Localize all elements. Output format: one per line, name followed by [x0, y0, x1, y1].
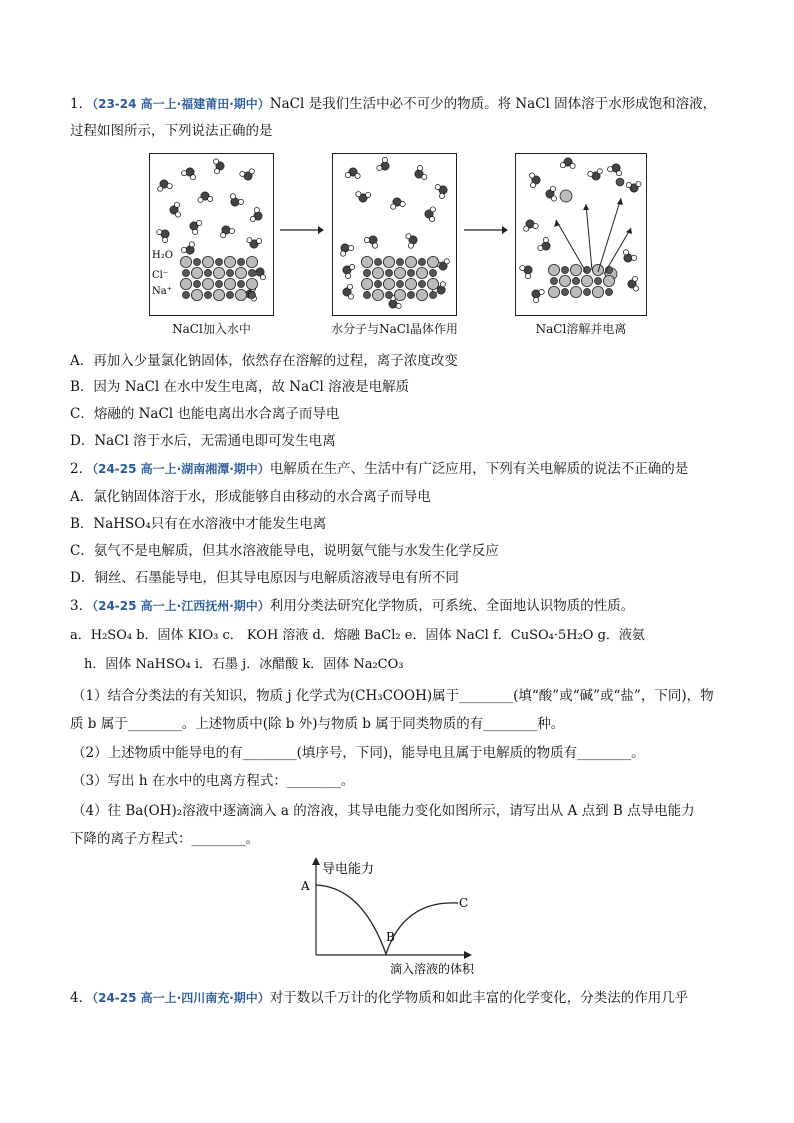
water-molecule-icon: [560, 158, 575, 169]
q3-part1-line2: 质 b 属于________。上述物质中(除 b 外)与物质 b 属于同类物质的有________种。: [70, 716, 565, 732]
sodium-ion-icon: [605, 288, 612, 295]
sodium-ion-icon: [248, 291, 255, 298]
x-axis-arrow-icon: [464, 951, 472, 959]
chloride-ion-icon: [394, 289, 405, 300]
water-molecule-icon: [158, 180, 173, 191]
question-source: （24-25 高一上·江西抚州·期中）: [92, 599, 270, 613]
water-molecule-icon: [213, 159, 224, 174]
sodium-ion-icon: [561, 266, 568, 273]
sodium-ion-icon: [594, 277, 601, 284]
chloride-ion-icon: [570, 286, 581, 297]
water-crystal-interaction-diagram: [333, 154, 456, 315]
sodium-ion-icon: [193, 258, 200, 265]
point-label-b: B: [386, 930, 395, 944]
q1-option-b: B．因为 NaCl 在水中发生电离，故 NaCl 溶液是电解质: [70, 379, 410, 395]
water-molecule-icon: [529, 173, 540, 188]
x-axis-label: 滴入溶液的体积: [390, 962, 475, 976]
water-molecule-icon: [391, 198, 406, 209]
question-source: （23-24 高一上·福建莆田·期中）: [92, 97, 270, 111]
sodium-ion-icon: [396, 280, 403, 287]
water-molecule-icon: [628, 276, 639, 291]
water-molecule-icon: [182, 168, 196, 180]
y-axis-arrow-icon: [312, 857, 320, 865]
chloride-ion-icon: [416, 267, 427, 278]
chloride-ion-icon: [180, 256, 191, 267]
water-molecule-icon: [356, 192, 371, 203]
question-stem: NaCl 是我们生活中必不可少的物质。将 NaCl 固体溶于水形成饱和溶液，: [269, 96, 717, 112]
nacl-in-water-diagram: [150, 154, 273, 315]
water-molecule-icon: [170, 202, 181, 217]
label-h2o: H₂O: [152, 250, 173, 261]
sodium-ion-icon: [429, 269, 436, 276]
fig-panel-2: [332, 153, 457, 316]
question-source: （24-25 高一上·湖南湘潭·期中）: [92, 462, 270, 476]
water-molecule-icon: [345, 168, 360, 179]
q2-option-b: B．NaHSO₄只有在水溶液中才能发生电离: [70, 516, 327, 532]
water-molecule-icon: [343, 264, 355, 278]
water-molecule-icon: [240, 169, 255, 180]
question-source: （24-25 高一上·四川南充·期中）: [92, 991, 270, 1005]
sodium-ion-icon: [583, 288, 590, 295]
q4-stem: [70, 988, 688, 1008]
water-molecule-icon: [181, 242, 194, 254]
chloride-ion-icon: [548, 286, 559, 297]
water-molecule-icon: [546, 186, 557, 201]
sodium-ion-icon: [407, 269, 414, 276]
q2-option-d: D．铜丝、石墨能导电，但其导电原因与电解质溶液导电有所不同: [70, 570, 459, 586]
chloride-ion-icon: [213, 289, 224, 300]
chloride-ion-icon: [560, 190, 572, 202]
sodium-ion-icon: [396, 258, 403, 265]
question-stem: 对于数以千万计的化学物质和如此丰富的化学变化，分类法的作用几乎: [269, 990, 689, 1006]
chloride-ion-icon: [372, 267, 383, 278]
chloride-ion-icon: [180, 278, 191, 289]
q1-option-a: A．再加入少量氯化钠固体，依然存在溶解的过程，离子浓度改变: [70, 353, 458, 369]
water-molecule-icon: [425, 207, 436, 222]
water-molecule-icon: [626, 181, 641, 192]
q2-option-a: A．氯化钠固体溶于水，形成能够自由移动的水合离子而导电: [70, 489, 431, 505]
sodium-ion-icon: [616, 178, 624, 186]
sodium-ion-icon: [561, 288, 568, 295]
sodium-ion-icon: [237, 280, 244, 287]
sodium-ion-icon: [193, 280, 200, 287]
sodium-ion-icon: [204, 269, 211, 276]
chloride-ion-icon: [361, 278, 372, 289]
chloride-ion-icon: [427, 278, 438, 289]
sodium-ion-icon: [407, 291, 414, 298]
question-number: 2．: [70, 461, 93, 477]
sodium-ion-icon: [182, 269, 189, 276]
chloride-ion-icon: [383, 256, 394, 267]
sodium-ion-icon: [363, 291, 370, 298]
point-label-c: C: [459, 896, 469, 910]
water-molecule-icon: [415, 165, 427, 179]
chloride-ion-icon: [559, 275, 570, 286]
sodium-ion-icon: [363, 269, 370, 276]
water-molecule-icon: [608, 164, 622, 176]
chloride-ion-icon: [581, 275, 592, 286]
question-number: 3．: [70, 598, 93, 614]
chloride-ion-icon: [202, 278, 213, 289]
chloride-ion-icon: [224, 278, 235, 289]
chloride-ion-icon: [246, 278, 257, 289]
q3-items-line2: h．固体 NaHSO₄ i．石墨 j．冰醋酸 k．固体 Na₂CO₃: [84, 657, 404, 672]
label-cl: Cl⁻: [152, 270, 169, 281]
fig-caption-2: 水分子与NaCl晶体作用: [331, 322, 458, 336]
q1-option-d: D．NaCl 溶于水后，无需通电即可发生电离: [70, 433, 336, 449]
conductivity-graph: [292, 855, 482, 980]
water-molecule-icon: [230, 194, 243, 206]
question-number: 4．: [70, 990, 93, 1006]
chloride-ion-icon: [191, 267, 202, 278]
sodium-ion-icon: [385, 291, 392, 298]
water-molecule-icon: [340, 244, 353, 256]
point-label-a: A: [301, 879, 310, 893]
sodium-ion-icon: [550, 277, 557, 284]
q3-stem: [70, 596, 634, 616]
sodium-ion-icon: [418, 280, 425, 287]
water-molecule-icon: [532, 289, 544, 302]
chloride-ion-icon: [224, 256, 235, 267]
q3-part1-line1: （1）结合分类法的有关知识，物质 j 化学式为(CH₃COOH)属于________(填“酸”或“碱”或“盐”，下同)，物: [72, 688, 714, 704]
water-molecule-icon: [588, 169, 603, 180]
chloride-ion-icon: [416, 289, 427, 300]
q2-stem: [70, 459, 688, 479]
chloride-ion-icon: [394, 267, 405, 278]
q2-option-c: C．氨气不是电解质，但其水溶液能导电，说明氨气能与水发生化学反应: [70, 543, 499, 559]
water-molecule-icon: [377, 157, 389, 170]
q1-stem-line1: [70, 94, 716, 114]
chloride-ion-icon: [361, 256, 372, 267]
fig-caption-1: NaCl加入水中: [172, 322, 251, 336]
water-molecule-icon: [364, 236, 377, 248]
q3-part2: （2）上述物质中能导电的有________(填序号，下同)，能导电且属于电解质的物质有________。: [72, 745, 645, 761]
chloride-ion-icon: [235, 267, 246, 278]
arrow-right-icon: [462, 224, 508, 236]
sodium-ion-icon: [572, 277, 579, 284]
q3-part4-line2: 下降的离子方程式：________。: [70, 831, 259, 847]
chloride-ion-icon: [548, 264, 559, 275]
fig-panel-1: [149, 153, 274, 316]
water-molecule-icon: [343, 284, 354, 299]
sodium-ion-icon: [215, 280, 222, 287]
water-molecule-icon: [406, 234, 417, 249]
chloride-ion-icon: [383, 278, 394, 289]
label-na: Na⁺: [152, 286, 172, 297]
sodium-ion-icon: [385, 269, 392, 276]
chloride-ion-icon: [592, 286, 603, 297]
chloride-ion-icon: [592, 264, 603, 275]
sodium-ion-icon: [204, 291, 211, 298]
water-molecule-icon: [250, 208, 262, 222]
sodium-ion-icon: [226, 291, 233, 298]
nacl-dissolve-ionize-diagram: [516, 154, 646, 315]
q3-items-line1: a．H₂SO₄ b．固体 KIO₃ c． KOH 溶液 d．熔融 BaCl₂ e．固体 NaCl f．CuSO₄·5H₂O g．液氨: [70, 628, 645, 643]
chloride-ion-icon: [372, 289, 383, 300]
chloride-ion-icon: [213, 267, 224, 278]
sodium-ion-icon: [418, 258, 425, 265]
fig-panel-3: [515, 153, 647, 316]
fig-caption-3: NaCl溶解并电离: [535, 322, 627, 336]
q3-part4-line1: （4）往 Ba(OH)₂溶液中逐滴滴入 a 的溶液，其导电能力变化如图所示，请写出从 A 点到 B 点导电能力: [72, 803, 695, 819]
q1-option-c: C．熔融的 NaCl 也能电离出水合离子而导电: [70, 406, 340, 422]
chloride-ion-icon: [191, 289, 202, 300]
sodium-ion-icon: [226, 269, 233, 276]
chloride-ion-icon: [405, 256, 416, 267]
chloride-ion-icon: [405, 278, 416, 289]
water-molecule-icon: [221, 226, 235, 238]
water-molecule-icon: [524, 220, 539, 231]
water-molecule-icon: [157, 229, 169, 242]
question-stem: 利用分类法研究化学物质，可系统、全面地认识物质的性质。: [269, 598, 635, 614]
water-molecule-icon: [623, 250, 636, 262]
water-molecule-icon: [520, 265, 532, 278]
y-axis-label: 导电能力: [322, 862, 375, 877]
q1-stem-line2: 过程如图所示，下列说法正确的是: [70, 123, 273, 139]
water-molecule-icon: [190, 220, 202, 234]
sodium-ion-icon: [374, 280, 381, 287]
sodium-ion-icon: [248, 269, 255, 276]
arrow-right-icon: [278, 224, 324, 236]
sodium-ion-icon: [374, 258, 381, 265]
chloride-ion-icon: [202, 256, 213, 267]
sodium-ion-icon: [182, 291, 189, 298]
q3-part3: （3）写出 h 在水中的电离方程式：________。: [72, 773, 355, 789]
sodium-ion-icon: [237, 258, 244, 265]
chloride-ion-icon: [603, 275, 614, 286]
chloride-ion-icon: [246, 256, 257, 267]
chloride-ion-icon: [427, 256, 438, 267]
water-molecule-icon: [198, 192, 213, 203]
sodium-ion-icon: [215, 258, 222, 265]
water-molecule-icon: [247, 238, 262, 249]
question-number: 1．: [70, 96, 93, 112]
sodium-ion-icon: [429, 291, 436, 298]
chloride-ion-icon: [570, 264, 581, 275]
water-molecule-icon: [538, 237, 550, 250]
question-stem: 电解质在生产、生活中有广泛应用，下列有关电解质的说法不正确的是: [269, 461, 689, 477]
water-molecule-icon: [435, 185, 447, 199]
chloride-ion-icon: [235, 289, 246, 300]
